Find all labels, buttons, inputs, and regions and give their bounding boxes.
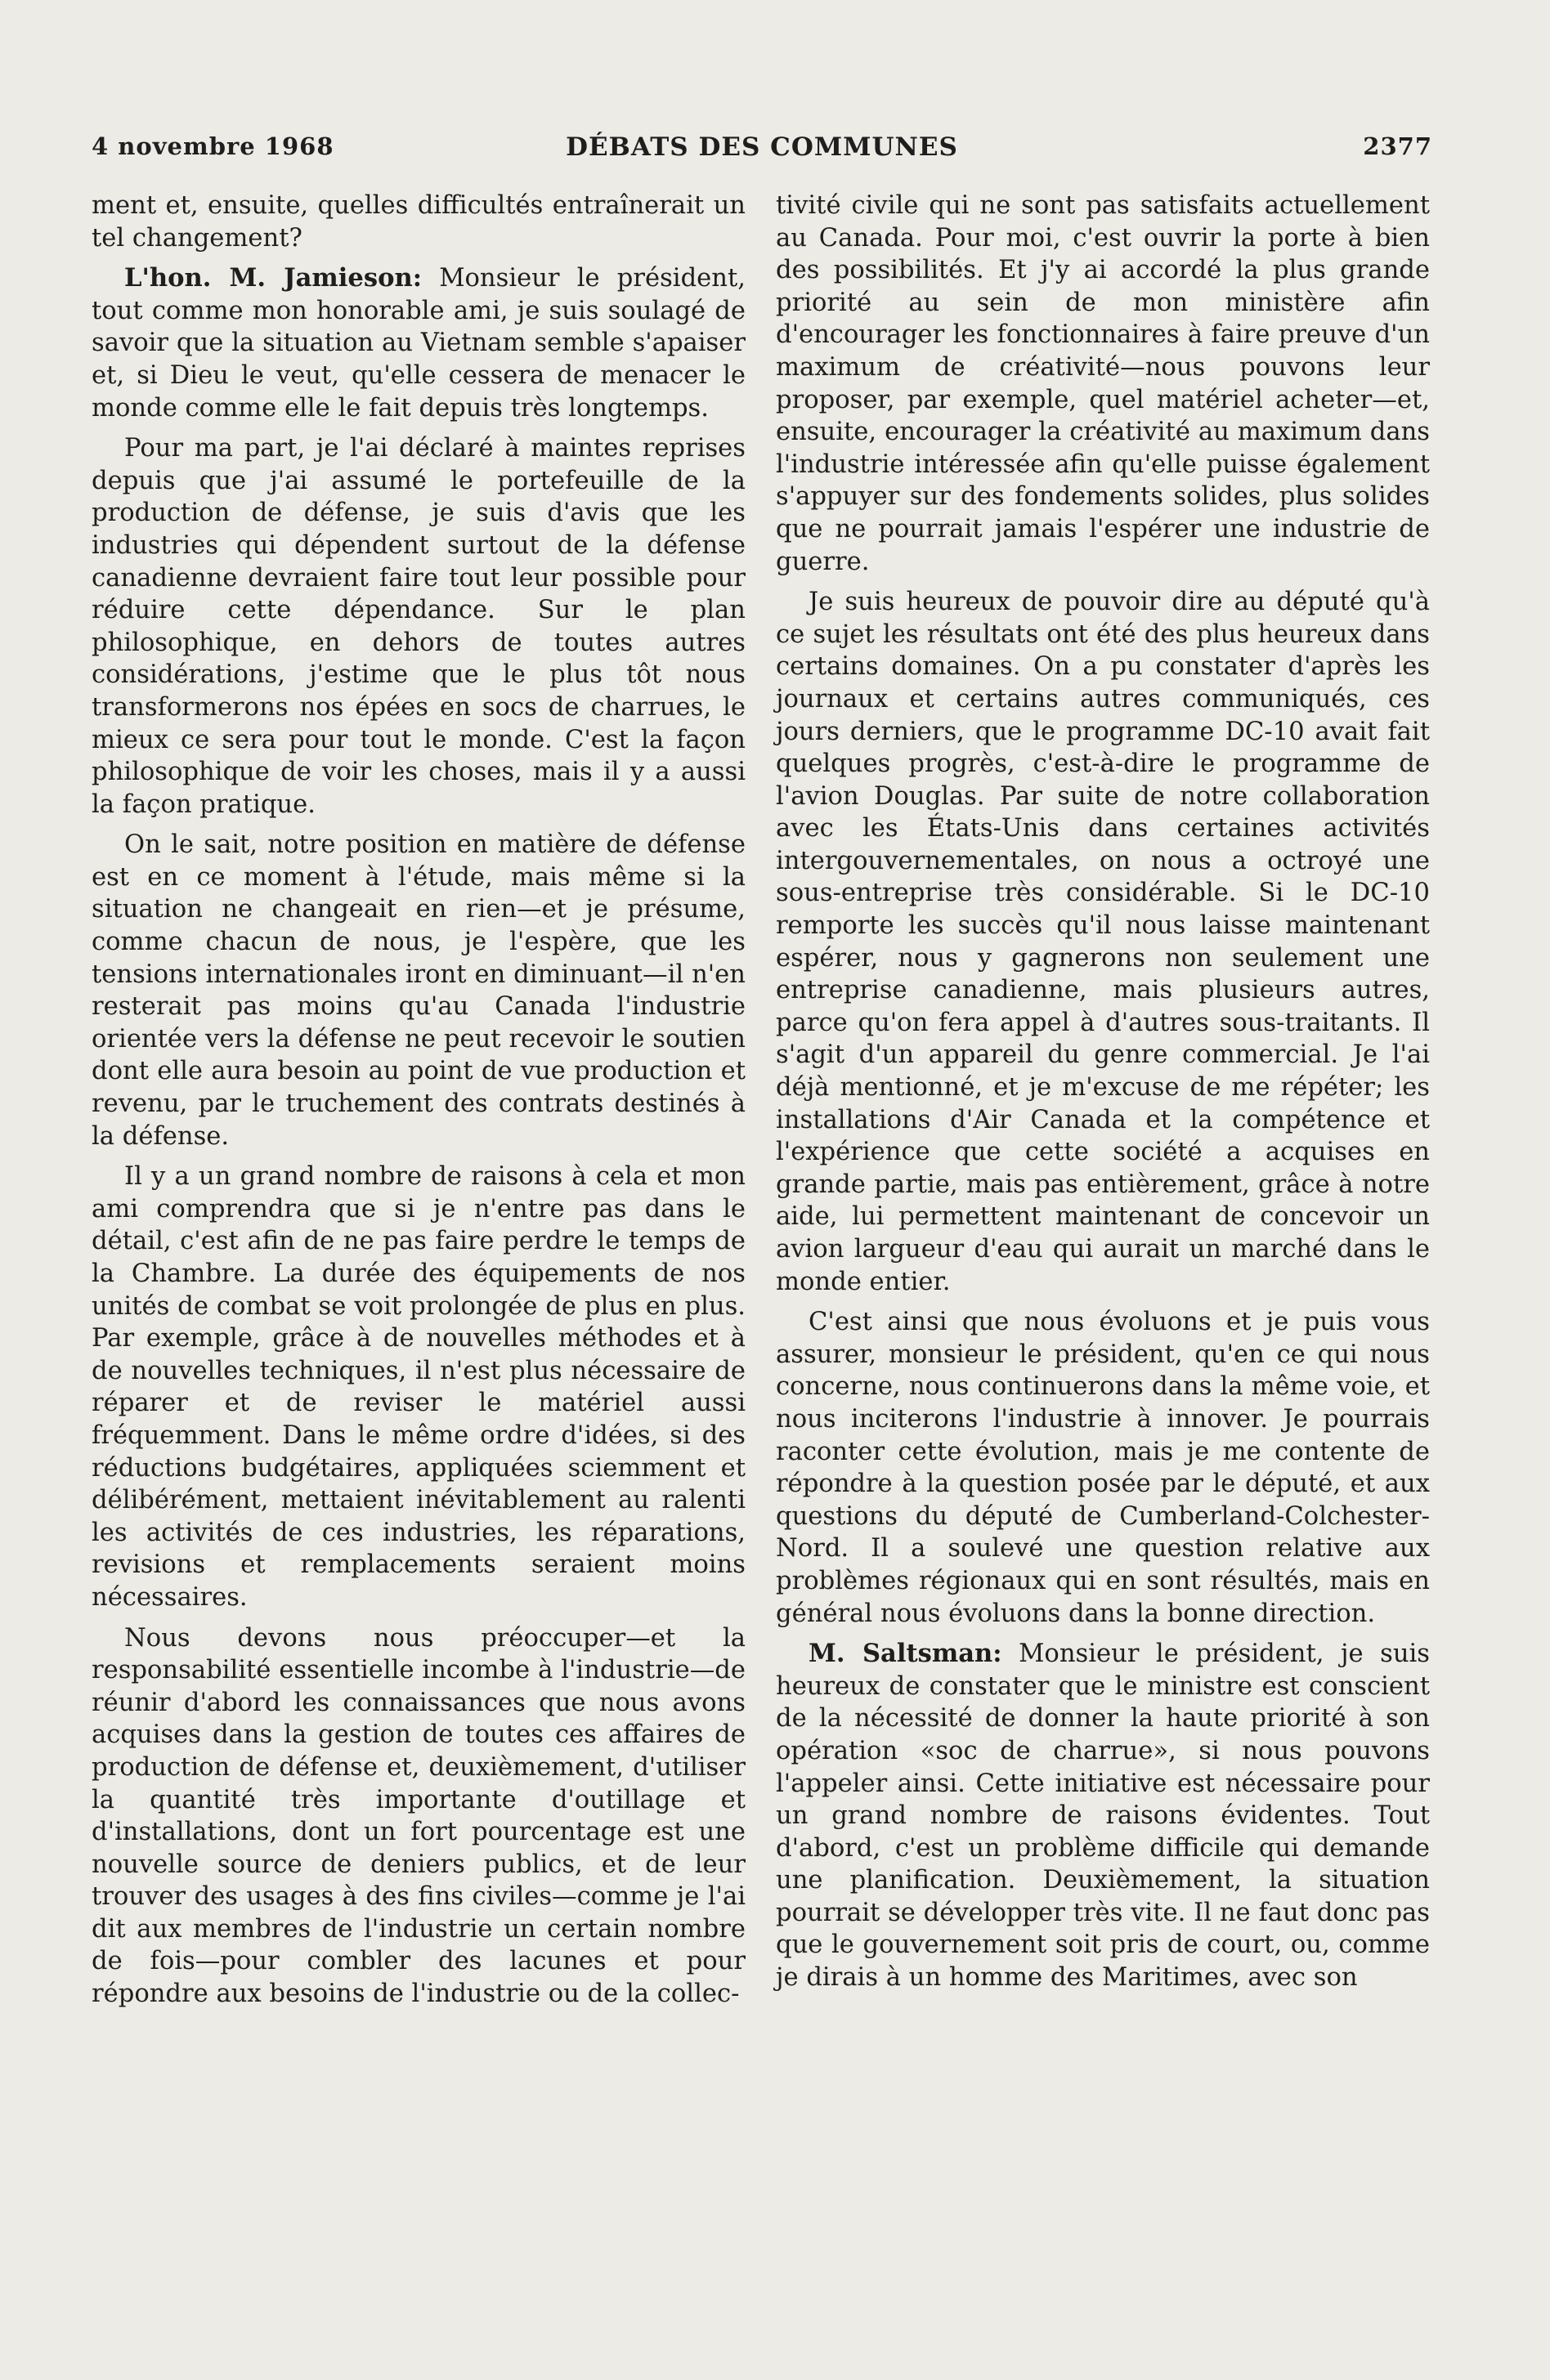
paragraph: On le sait, notre position en matière de défense est en ce moment à l'étude, mais même si la situation ne changeait en rien—et je présume, comme chacun de nous, je l'espère, que les tensions internationales iront en diminuant—il n'en resterait pas moins qu'au Canada l'industrie orientée vers la défense ne peut recevoir le soutien dont elle aura besoin au point de vue production et revenu, par le truchement des contrats destinés à la défense. — [92, 830, 746, 1151]
paragraph: Pour ma part, je l'ai déclaré à maintes reprises depuis que j'ai assumé le portefeuille de la production de défense, je suis d'avis que les industries qui dépendent surtout de la défense canadienne devraient faire tout leur possible pour réduire cette dépendance. Sur le plan philosophique, en dehors de toutes autres considérations, j'estime que le plus tôt nous transformerons nos épées en socs de charrues, le mieux ce sera pour tout le monde. C'est la façon philosophique de voir les choses, mais il y a aussi la façon pratique. — [92, 434, 746, 819]
paragraph: Il y a un grand nombre de raisons à cela et mon ami comprendra que si je n'entre pas dans le détail, c'est afin de ne pas faire perdre le temps de la Chambre. La durée des équipements de nos unités de combat se voit prolongée de plus en plus. Par exemple, grâce à de nouvelles méthodes et à de nouvelles techniques, il n'est plus nécessaire de réparer et de reviser le matériel aussi fréquemment. Dans le même ordre d'idées, si des réductions budgétaires, appliquées sciemment et délibérément, mettaient inévitablement au ralenti les activités de ces industries, les réparations, revisions et remplacements seraient moins nécessaires. — [92, 1162, 746, 1612]
paragraph: tivité civile qui ne sont pas satisfaits actuellement au Canada. Pour moi, c'est ouvrir la porte à bien des possibilités. Et j'y ai accordé la plus grande priorité au sein de mon ministère afin d'encourager les fonctionnaires à faire preuve d'un maximum de créativité—nous pouvons leur proposer, par exemple, quel matériel acheter—et, ensuite, encourager la créativité au maximum dans l'industrie intéressée afin qu'elle puisse également s'appuyer sur des fondements solides, plus solides que ne pourrait jamais l'espérer une industrie de guerre. — [776, 191, 1430, 576]
header-title: DÉBATS DES COMMUNES — [566, 132, 958, 162]
paragraph: ment et, ensuite, quelles difficultés entraînerait un tel changement? — [92, 191, 746, 253]
speech-text: Monsieur le président, tout comme mon honorable ami, je suis soulagé de savoir que la situation au Vietnam semble s'apaiser et, si Dieu le veut, qu'elle cessera de menacer le monde comme elle le fait depuis très longtemps. — [92, 264, 746, 423]
right-column — [776, 190, 1430, 2002]
left-column — [92, 190, 746, 2019]
speaker-name: L'hon. M. Jamieson: — [124, 263, 423, 293]
speech-paragraph — [92, 262, 746, 424]
paragraph: Nous devons nous préoccuper—et la responsabilité essentielle incombe à l'industrie—de réunir d'abord les connaissances que nous avons acquises dans la gestion de toutes ces affaires de production de défense et, deuxièmement, d'utiliser la quantité très importante d'outillage et d'installations, dont un fort pourcentage est une nouvelle source de deniers publics, et de leur trouver des usages à des fins civiles—comme je l'ai dit aux membres de l'industrie un certain nombre de fois—pour combler des lacunes et pour répondre aux besoins de l'industrie ou de la collec- — [92, 1623, 746, 2009]
header-date: 4 novembre 1968 — [92, 132, 334, 160]
paragraph: C'est ainsi que nous évoluons et je puis vous assurer, monsieur le président, qu'en ce qui nous concerne, nous continuerons dans la même voie, et nous inciterons l'industrie à innover. Je pourrais raconter cette évolution, mais je me contente de répondre à la question posée par le député, et aux questions du député de Cumberland-Colchester-Nord. Il a soulevé une question relative aux problèmes régionaux qui en sont résultés, mais en général nous évoluons dans la bonne direction. — [776, 1308, 1430, 1628]
paragraph: Je suis heureux de pouvoir dire au député qu'à ce sujet les résultats ont été des plus heureux dans certains domaines. On a pu constater d'après les journaux et certains autres communiqués, ces jours derniers, que le programme DC-10 avait fait quelques progrès, c'est-à-dire le programme de l'avion Douglas. Par suite de notre collaboration avec les États-Unis dans certaines activités intergouvernementales, on nous a octroyé une sous-entreprise très considérable. Si le DC-10 remporte les succès qu'il nous laisse maintenant espérer, nous y gagnerons non seulement une entreprise canadienne, mais plusieurs autres, parce qu'on fera appel à d'autres sous-traitants. Il s'agit d'un appareil du genre commercial. Je l'ai déjà mentionné, et je m'excuse de me répéter; les installations d'Air Canada et la compétence et l'expérience que cette société a acquises en grande partie, mais pas entièrement, grâce à notre aide, lui permettent maintenant de concevoir un avion largueur d'eau qui aurait un marché dans le monde entier. — [776, 588, 1430, 1296]
page-number: 2377 — [1363, 132, 1432, 160]
speech-paragraph — [776, 1638, 1430, 1994]
page-header — [92, 132, 1432, 168]
speech-text: Monsieur le président, je suis heureux de constater que le ministre est conscient de la nécessité de donner la haute priorité à son opération «soc de charrue», si nous pouvons l'appeler ainsi. Cette initiative est nécessaire pour un grand nombre de raisons évidentes. Tout d'abord, c'est un problème difficile qui demande une planification. Deuxièmement, la situation pourrait se développer très vite. Il ne faut donc pas que le gouvernement soit pris de court, ou, comme je dirais à un homme des Maritimes, avec son — [776, 1640, 1431, 1993]
speaker-name: M. Saltsman: — [809, 1639, 1002, 1669]
